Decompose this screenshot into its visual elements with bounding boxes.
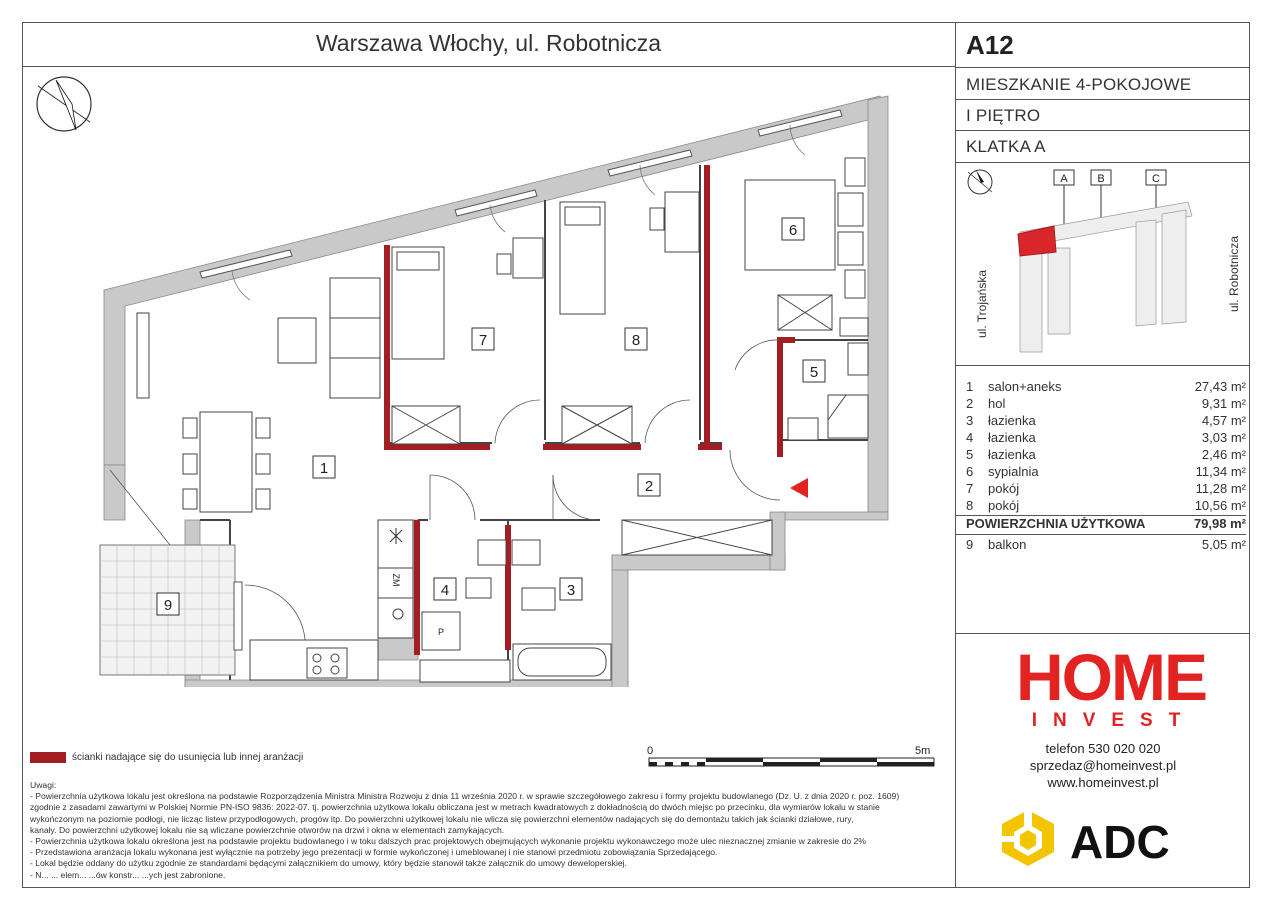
note-line: - Powierzchnia użytkowa lokalu określona jest na podstawie projektu budowlanego i w toku dalszych prac projektowych obejmujących wykonanie projektu wykonawczego może ulec nieznacznej zmianie w zakresie do 2% [30,836,866,847]
contact-email[interactable]: sprzedaz@homeinvest.pl [1029,758,1177,773]
logo-invest-text: INVEST [1031,710,1197,731]
scale-start-label: 0 [647,745,654,757]
floor-plan [22,67,952,687]
site-label-a: A [1060,173,1068,185]
note-line: kanały. Do powierzchni użytkowej lokalu nie są wliczane powierzchnie otworów na drzwi i okna w elementach zamykających. [30,824,505,835]
mini-compass-icon [968,170,992,194]
legend-text: ścianki nadające się do usunięcia lub innej aranżacji [72,752,304,763]
note-line: wykończonym na poziomie podłogi, nie licząc listew przypodłogowych, progów itp. Do powierzchni użytkowej lokalu nie wlicza się powierzchni elementów nadających się do demontażu takich jak ścianki działowe, rury, [30,813,854,824]
room-list [966,379,1246,554]
total-area-row: POWIERZCHNIA UŻYTKOWA 79,98 m² [956,515,1246,535]
room-row: 8 pokój 10,56 m² [966,498,1246,513]
contact-website[interactable]: www.homeinvest.pl [1047,775,1159,790]
room-label-8: 8 [631,332,641,349]
fridge-label: ZM [391,573,401,587]
contact-phone: telefon 530 020 020 [1045,741,1161,756]
apartment-type: MIESZKANIE 4-POKOJOWE [966,75,1192,94]
entrance-marker-icon [790,478,808,498]
info-divider [956,633,1250,634]
room-row: 1 salon+aneks 27,43 m² [966,379,1246,394]
notes-title: Uwagi: [30,780,57,790]
room-label-6: 6 [788,222,798,239]
street-label-left: ul. Trojańska [975,269,989,339]
notes-block [30,780,950,881]
washer-label: P [437,627,445,637]
contact-block [956,740,1250,791]
info-divider [956,67,1250,68]
info-divider [956,365,1250,366]
scale-end-label: 5m [915,745,931,757]
room-label-1: 1 [319,460,329,477]
site-label-b: B [1097,173,1105,185]
room-label-2: 2 [644,478,654,495]
site-label-c: C [1152,173,1160,185]
adc-text: ADC [1070,816,1170,868]
north-arrow-icon [37,77,91,131]
home-invest-logo [996,648,1226,733]
info-divider [956,99,1250,100]
room-label-9: 9 [163,597,173,614]
note-line: - Powierzchnia użytkowa lokalu jest określona na podstawie Rozporządzenia Ministra Ministra Rozwoju z dnia 11 września 2020 r. w sprawie szczegółowego zakresu i formy projektu budowlanego (Dz. U. z dnia 2020 r. poz. 1609) [30,791,900,802]
room-row: 3 łazienka 4,57 m² [966,413,1246,428]
info-divider [956,130,1250,131]
adc-cube-icon [1000,808,1054,866]
logo-home-text: HOME [1016,648,1206,714]
note-line: - N... ... elem... ...ów konstr... ...ych jest zabronione. [30,869,226,880]
info-divider [956,162,1250,163]
adc-logo [1000,808,1210,878]
room-row: 4 łazienka 3,03 m² [966,430,1246,445]
note-line: zgodnie z zasadami zawartymi w Polskiej Normie PN-ISO 9836: 2022-07. tj. powierzchnia użytkowa lokalu obliczana jest w metrach kwadratowych z dokładnością do dwóch miejsc po przecinku, dla wymiarów lokalu w stanie [30,802,880,813]
room-row: 6 sypialnia 11,34 m² [966,464,1246,479]
room-label-3: 3 [566,582,576,599]
apartment-code: A12 [966,30,1014,60]
room-label-7: 7 [478,332,488,349]
room-label-5: 5 [809,364,819,381]
apartment-floor: I PIĘTRO [966,106,1041,125]
balcony-row: 9 balkon 5,05 m² [966,537,1246,552]
removable-wall-swatch [30,752,66,763]
room-row: 2 hol 9,31 m² [966,396,1246,411]
room-row: 5 łazienka 2,46 m² [966,447,1246,462]
room-row: 7 pokój 11,28 m² [966,481,1246,496]
apartment-staircase: KLATKA A [966,137,1046,156]
page-title: Warszawa Włochy, ul. Robotnicza [315,30,662,56]
site-plan [956,164,1250,364]
note-line: - Przedstawiona aranżacja lokalu wykonana jest wyłącznie na potrzeby jego prezentacji w formie wykończonej i umeblowanej i nie stanowi przedmiotu zobowiązania Sprzedającego. [30,847,718,858]
note-line: - Lokal będzie oddany do użytku zgodnie ze standardami będącymi załącznikiem do umowy, który będzie stanowił także załącznik do umowy deweloperskiej. [30,858,627,869]
street-label-right: ul. Robotnicza [1227,235,1241,313]
room-label-4: 4 [440,582,450,599]
scale-bar [645,744,945,774]
